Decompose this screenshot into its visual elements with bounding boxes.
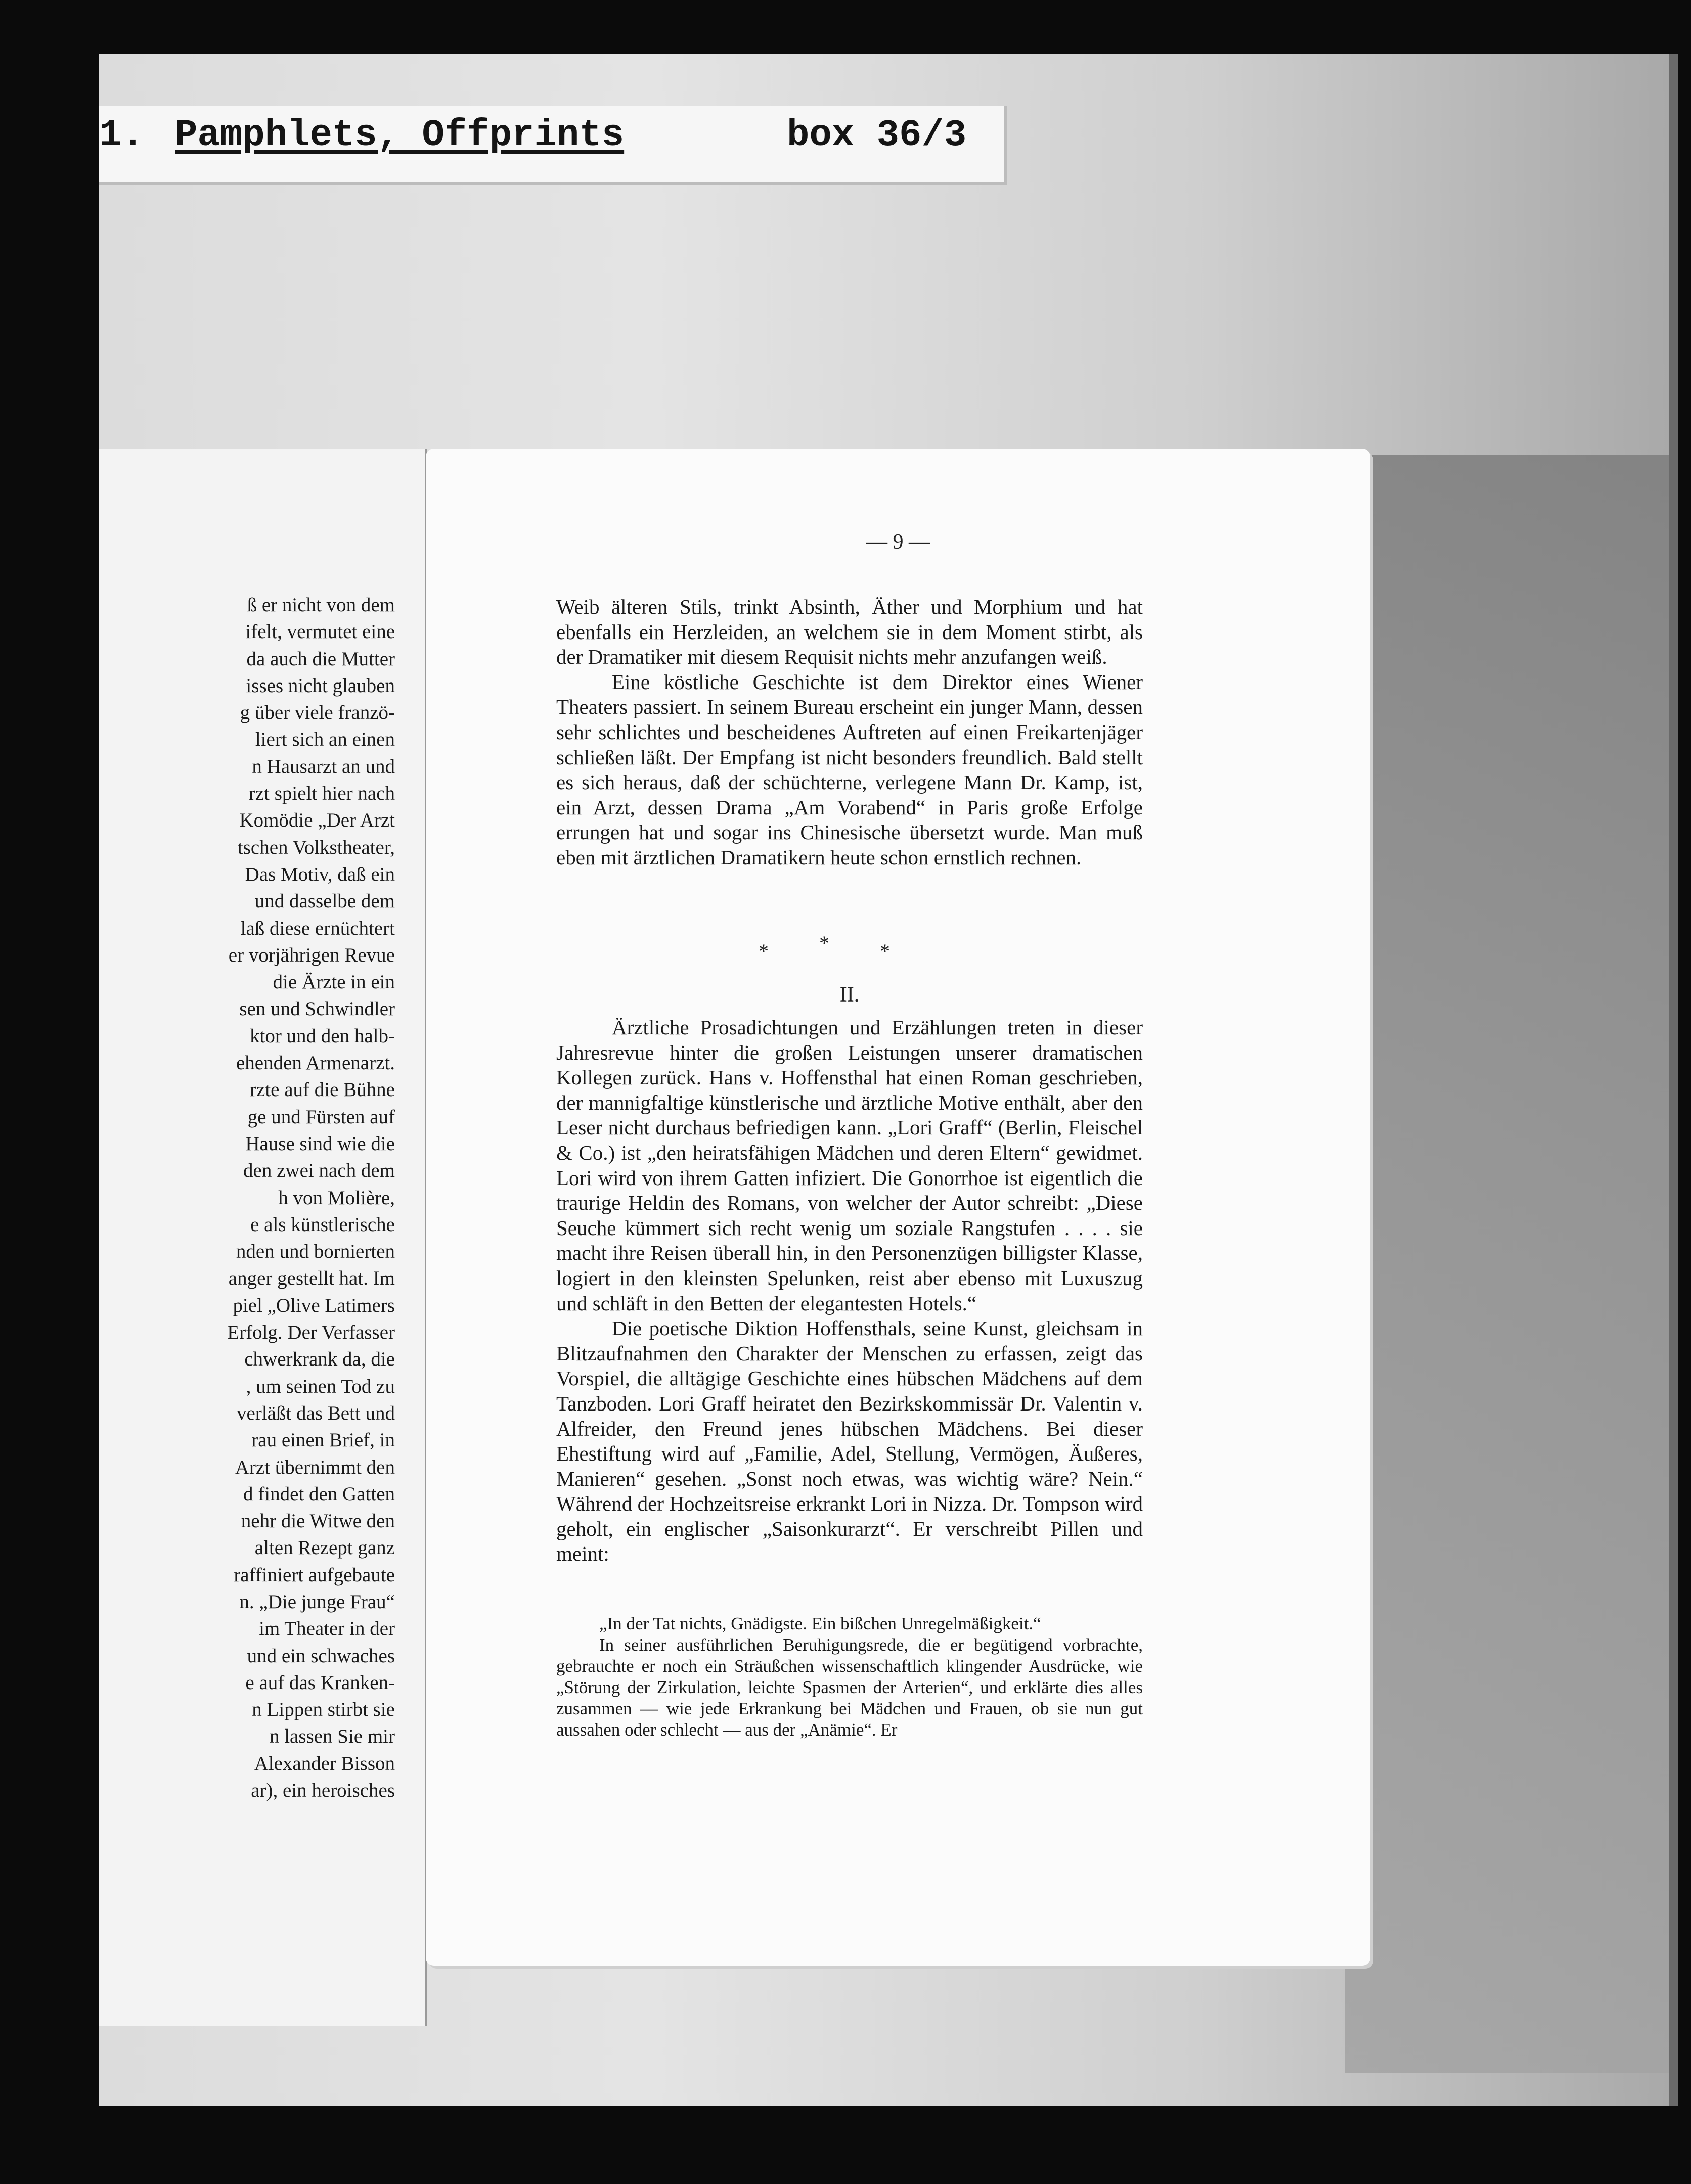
section-heading: II. (839, 983, 860, 1007)
left-fragment-line: laß diese ernüchtert (240, 917, 395, 939)
left-fragment-line: nehr die Witwe den (241, 1510, 395, 1532)
page-number: — 9 — (866, 530, 930, 554)
left-fragment-line: ge und Fürsten auf (247, 1106, 395, 1128)
quote-line-1: „In der Tat nichts, Gnädigste. Ein bißchen Unregelmäßigkeit.“ (599, 1614, 1041, 1633)
ornament-star: * (819, 932, 880, 954)
paragraph-4: Die poetische Diktion Hoffensthals, seine Kunst, gleichsam in Blitzaufnahmen den Charakter der Menschen zu erfassen, zeigt das Vorspiel, die alltägige Geschichte eines hübschen Mädchens auf dem Tanzboden. Lori Graff heiratet den Bezirkskommissär Dr. Valentin v. Alfreider, den Freund jenes hübschen Mädchens. Bei dieser Ehestiftung wird auf „Familie, Adel, Stellung, Vermögen, Äußeres, Manieren“ gesehen. „Sonst noch etwas, was wichtig wäre? Nein.“ Während der Hochzeitsreise erkrankt Lori in Nizza. Dr. Tompson wird geholt, ein englischer „Saisonkurarzt“. Er verschreibt Pillen und meint: (556, 1316, 1143, 1566)
left-fragment-line: er vorjährigen Revue (228, 944, 395, 966)
left-fragment-line: Arzt übernimmt den (235, 1456, 395, 1478)
left-fragment-line: anger gestellt hat. Im (228, 1267, 395, 1290)
left-fragment-line: Erfolg. Der Verfasser (227, 1322, 395, 1344)
left-fragment-line: raffiniert aufgebaute (234, 1564, 395, 1586)
quoted-passage (556, 1613, 1143, 1741)
left-fragment-line: nden und bornierten (236, 1241, 395, 1263)
left-fragment-line: Das Motiv, daß ein (245, 863, 395, 885)
ornament-star: * (759, 940, 819, 963)
left-fragment-line: liert sich an einen (255, 729, 395, 751)
left-fragment-line: n Hausarzt an und (252, 755, 395, 778)
left-fragment-line: den zwei nach dem (243, 1160, 395, 1182)
left-fragment-line: rau einen Brief, in (251, 1429, 395, 1451)
label-title: Pamphlets, Offprints (175, 114, 625, 157)
mount-shadow (1345, 455, 1669, 2073)
left-fragment-line: rzte auf die Bühne (250, 1079, 395, 1101)
left-fragment-line: chwerkrank da, die (244, 1348, 395, 1371)
section-ornament (556, 932, 1143, 963)
left-fragment-line: und ein schwaches (247, 1645, 395, 1667)
left-fragment-line: da auch die Mutter (246, 648, 395, 670)
left-fragment-line: ß er nicht von dem (247, 594, 395, 616)
left-fragment-line: e als künstlerische (250, 1213, 395, 1236)
left-fragment-line: ktor und den halb- (249, 1025, 395, 1047)
left-fragment-line: Hause sind wie die (245, 1132, 395, 1155)
left-fragment-line: n. „Die junge Frau“ (239, 1590, 395, 1613)
left-fragment-line: verläßt das Bett und (236, 1402, 395, 1424)
left-fragment-line: h von Molière, (278, 1187, 395, 1209)
page-text-top (556, 595, 1143, 871)
left-fragment-line: sen und Schwindler (239, 998, 395, 1020)
paragraph-3: Ärztliche Prosadichtungen und Erzählungen treten in dieser Jahresrevue hinter die großen Leistungen unserer dramatischen Kollegen zurück. Hans v. Hoffensthal hat einen Roman geschrieben, der mannigfaltige künstlerische und ärztliche Motive enthält, aber den Leser nicht durchaus befriedigen kann. „Lori Graff“ (Berlin, Fleischel & Co.) ist „den heiratsfähigen Mädchen und deren Eltern“ gewidmet. Lori wird von ihrem Gatten infiziert. Die Gonorrhoe ist eigentlich die traurige Heldin des Romans, von welcher der Autor schreibt: „Diese Seuche kümmert sich recht wenig um soziale Rangstufen . . . . sie macht ihre Reisen überall hin, in den Personenzügen billigster Klasse, logiert in den kleinsten Spelunken, reist aber ebenso mit Luxuszug und schläft in den Betten der elegantesten Hotels.“ (556, 1016, 1143, 1315)
left-fragment-line: n lassen Sie mir (269, 1725, 395, 1748)
label-box-number: box 36/3 (787, 114, 967, 157)
left-fragment-line: d findet den Gatten (243, 1483, 395, 1505)
left-fragment-line: isses nicht glauben (246, 674, 395, 697)
left-fragment-line: Alexander Bisson (254, 1752, 395, 1774)
paragraph-2: Eine köstliche Geschichte ist dem Direktor eines Wiener Theaters passiert. In seinem Bureau erscheint ein junger Mann, dessen sehr schlichtes und bescheidenes Auftreten auf einen Freikartenjäger schließen läßt. Der Empfang ist nicht besonders freundlich. Bald stellt es sich heraus, daß der schüchterne, verlegene Mann Dr. Kamp, ist, ein Arzt, dessen Drama „Am Vorabend“ in Paris große Erfolge errungen hat und sogar ins Chinesische übersetzt wurde. Man muß eben mit ärztlichen Dramatikern heute schon ernstlich rechnen. (556, 670, 1143, 869)
archive-label (99, 114, 1004, 284)
left-fragment-line: ehenden Armenarzt. (236, 1052, 395, 1074)
left-fragment-line: ar), ein heroisches (251, 1780, 395, 1802)
quote-paragraph: In seiner ausführlichen Beruhigungsrede, die er begütigend vorbrachte, gebrauchte er noch ein Sträußchen wissenschaftlich klingender Ausdrücke, wie „Störung der Zirkulation, leichte Spasmen der Arterien“, und erklärte dies alles zusammen — wie jede Erkrankung bei Mädchen und Frauen, ob sie nun gut aussahen oder schlecht — aus der „Anämie“. Er (556, 1635, 1143, 1740)
left-fragment-line: und dasselbe dem (254, 890, 395, 913)
left-fragment-line: ifelt, vermutet eine (245, 621, 395, 643)
ornament-star: * (880, 940, 941, 963)
left-fragment-line: n Lippen stirbt sie (252, 1699, 395, 1721)
page-text-section-2 (556, 1015, 1143, 1567)
left-fragment-line: die Ärzte in ein (273, 971, 395, 993)
left-fragment-line: g über viele franzö- (240, 702, 395, 724)
left-fragment-line: Komödie „Der Arzt (239, 809, 395, 832)
left-fragment-line: alten Rezept ganz (254, 1537, 395, 1559)
left-fragment-line: e auf das Kranken- (245, 1671, 395, 1694)
left-fragment-line: piel „Olive Latimers (233, 1294, 395, 1316)
paragraph-1: Weib älteren Stils, trinkt Absinth, Äther und Morphium und hat ebenfalls ein Herzleiden, an welchem sie in dem Moment stirbt, als der Dramatiker mit diesem Requisit nichts mehr anzufangen weiß. (556, 595, 1143, 669)
left-fragment-line: im Theater in der (259, 1618, 395, 1640)
document-page (426, 449, 1370, 1966)
left-page-text (99, 592, 395, 1804)
label-series-number: 1. (99, 114, 144, 157)
left-fragment-line: tschen Volkstheater, (237, 836, 395, 858)
left-fragment-line: rzt spielt hier nach (248, 783, 395, 805)
left-page-fragment (99, 449, 427, 2026)
left-fragment-line: , um seinen Tod zu (246, 1375, 395, 1397)
